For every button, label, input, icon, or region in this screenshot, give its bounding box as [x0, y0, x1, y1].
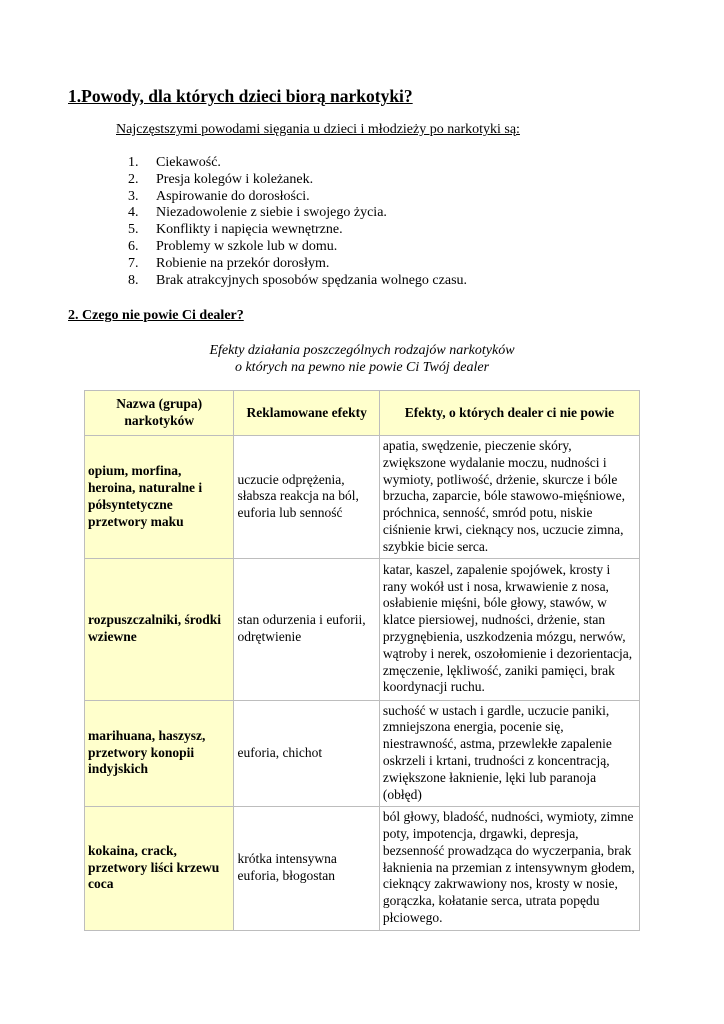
list-item — [128, 273, 467, 290]
table-row — [85, 806, 640, 930]
header-hidden-effects: Efekty, o których dealer ci nie powie — [379, 391, 639, 436]
claimed-effects-cell: uczucie odprężenia, słabsza reakcja na ból, euforia lub senność — [234, 436, 379, 559]
list-item-number: 3. — [128, 188, 139, 204]
list-item — [128, 222, 467, 239]
reasons-intro: Najczęstszymi powodami sięgania u dzieci i młodzieży po narkotyki są: — [116, 122, 520, 137]
drug-name-cell: rozpuszczalniki, środki wziewne — [85, 558, 234, 700]
hidden-effects-cell: ból głowy, bladość, nudności, wymioty, zimne poty, impotencja, drgawki, depresja, bezsenność prowadząca do wyczerpania, brak łaknienia na przemian z intensywnym głodem, cieknący zakrwawiony nos, krosty w nosie, gorączka, kołatanie serca, utrata popędu płciowego. — [379, 806, 639, 930]
list-item-number: 2. — [128, 171, 139, 187]
caption-line: o których na pewno nie powie Ci Twój dealer — [234, 360, 490, 375]
list-item — [128, 155, 467, 172]
list-item — [128, 256, 467, 273]
drug-name-cell: kokaina, crack, przetwory liści krzewu coca — [85, 806, 234, 930]
list-item-text: Niezadowolenie z siebie i swojego życia. — [156, 205, 387, 221]
claimed-effects-cell: euforia, chichot — [234, 700, 379, 806]
list-item — [128, 189, 467, 206]
list-item — [128, 172, 467, 189]
table-header-row — [85, 391, 640, 436]
list-item-text: Konflikty i napięcia wewnętrzne. — [156, 222, 343, 238]
table-row — [85, 700, 640, 806]
list-item-number: 4. — [128, 205, 139, 221]
drug-name-cell: marihuana, haszysz, przetwory konopii indyjskich — [85, 700, 234, 806]
list-item-text: Ciekawość. — [156, 155, 221, 170]
hidden-effects-cell: suchość w ustach i gardle, uczucie paniki, zmniejszona energia, pocenie się, niestrawność, astma, przewlekłe zapalenie oskrzeli i krtani, trudności z koncentracją, zwiększone łaknienie, lęki lub paranoja (obłęd) — [379, 700, 639, 806]
list-item-text: Aspirowanie do dorosłości. — [156, 188, 310, 204]
reasons-list — [128, 155, 467, 289]
table-row — [85, 436, 640, 559]
header-drug-name: Nazwa (grupa) narkotyków — [85, 391, 234, 436]
list-item-text: Presja kolegów i koleżanek. — [156, 171, 314, 187]
table-caption — [84, 342, 640, 376]
list-item-number: 8. — [128, 272, 139, 288]
list-item-text: Brak atrakcyjnych sposobów spędzania wolnego czasu. — [156, 272, 468, 288]
list-item-number: 6. — [128, 238, 139, 254]
hidden-effects-cell: katar, kaszel, zapalenie spojówek, krosty i rany wokół ust i nosa, krwawienie z nosa, osłabienie mięśni, bóle głowy, stawów, w klatce piersiowej, nudności, drżenie, stan przygnębienia, uszkodzenia mózgu, nerwów, wątroby i nerek, oszołomienie i dezorientacja, zmęczenie, lękliwość, zaniki pamięci, brak koordynacji ruchu. — [379, 558, 639, 700]
drug-effects-table — [84, 390, 640, 931]
section-1-heading: 1.Powody, dla których dzieci biorą narkotyki? — [68, 86, 413, 106]
drug-name-cell: opium, morfina, heroina, naturalne i półsyntetyczne przetwory maku — [85, 436, 234, 559]
header-claimed-effects: Reklamowane efekty — [234, 391, 379, 436]
section-2-heading: 2. Czego nie powie Ci dealer? — [68, 308, 244, 323]
claimed-effects-cell: stan odurzenia i euforii, odrętwienie — [234, 558, 379, 700]
list-item-text: Robienie na przekór dorosłym. — [156, 255, 330, 271]
hidden-effects-cell: apatia, swędzenie, pieczenie skóry, zwiększone wydalanie moczu, nudności i wymioty, potliwość, drżenie, skurcze i bóle brzucha, zaparcie, bóle stawowo-mięśniowe, próchnica, senność, smród potu, niskie ciśnienie krwi, cieknący nos, uczucie zimna, szybkie bicie serca. — [379, 436, 639, 559]
list-item-text: Problemy w szkole lub w domu. — [156, 238, 338, 254]
list-item — [128, 239, 467, 256]
list-item-number: 5. — [128, 222, 139, 238]
list-item-number: 1. — [128, 155, 139, 170]
list-item-number: 7. — [128, 255, 139, 271]
list-item — [128, 205, 467, 222]
table-row — [85, 558, 640, 700]
claimed-effects-cell: krótka intensywna euforia, błogostan — [234, 806, 379, 930]
caption-line: Efekty działania poszczególnych rodzajów narkotyków — [209, 343, 515, 358]
